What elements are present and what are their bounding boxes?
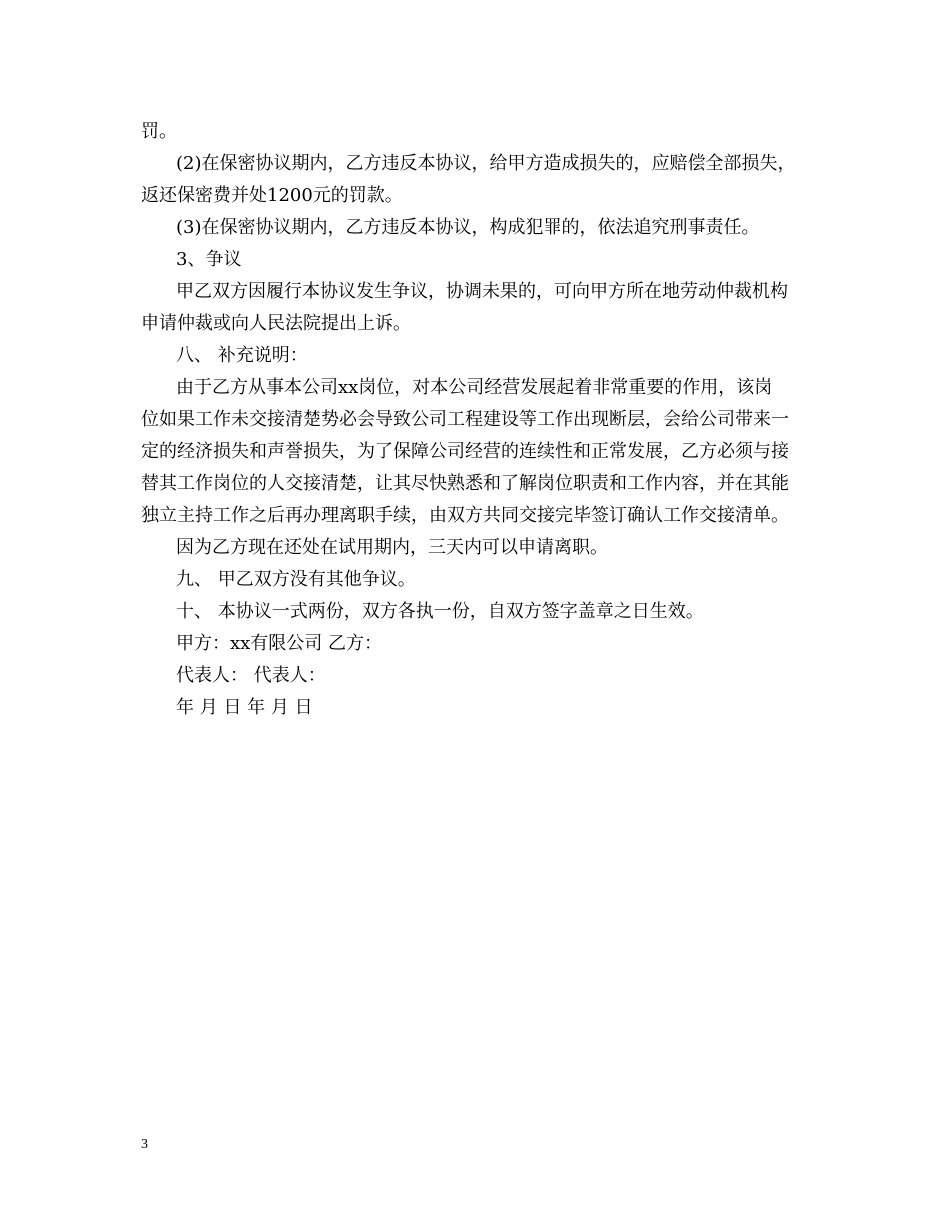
signature-date-line: 年 月 日 年 月 日 (176, 697, 313, 718)
paragraph-line: 位如果工作未交接清楚势必会导致公司工程建设等工作出现断层，会给公司带来一 (141, 409, 789, 430)
paragraph-line: 因为乙方现在还处在试用期内，三天内可以申请离职。 (176, 537, 608, 558)
paragraph-line: 返还保密费并处1200元的罚款。 (141, 185, 403, 206)
paragraph-line: 由于乙方从事本公司xx岗位，对本公司经营发展起着非常重要的作用，该岗 (176, 377, 773, 398)
paragraph-line: (2)在保密协议期内，乙方违反本协议，给甲方造成损失的，应赔偿全部损失， (176, 153, 796, 174)
paragraph-line: 罚。 (141, 121, 177, 142)
signature-parties-line: 甲方：xx有限公司 乙方： (176, 633, 383, 654)
paragraph-line: 独立主持工作之后再办理离职手续，由双方共同交接完毕签订确认工作交接清单。 (141, 505, 789, 526)
section-heading: 八、 补充说明： (176, 345, 308, 366)
paragraph-line: 申请仲裁或向人民法院提出上诉。 (141, 313, 411, 334)
paragraph-line: (3)在保密协议期内，乙方违反本协议，构成犯罪的，依法追究刑事责任。 (176, 217, 760, 238)
paragraph-line: 替其工作岗位的人交接清楚，让其尽快熟悉和了解岗位职责和工作内容，并在其能 (141, 473, 789, 494)
section-heading: 十、 本协议一式两份，双方各执一份，自双方签字盖章之日生效。 (176, 601, 704, 622)
section-heading: 九、 甲乙双方没有其他争议。 (176, 569, 416, 590)
paragraph-line: 甲乙双方因履行本协议发生争议，协调未果的，可向甲方所在地劳动仲裁机构 (176, 281, 788, 302)
page-number: 3 (141, 1137, 148, 1152)
document-body (141, 116, 813, 724)
section-heading: 3、争议 (176, 249, 242, 270)
paragraph-line: 定的经济损失和声誉损失，为了保障公司经营的连续性和正常发展，乙方必须与接 (141, 441, 789, 462)
signature-representatives-line: 代表人： 代表人： (176, 665, 326, 686)
